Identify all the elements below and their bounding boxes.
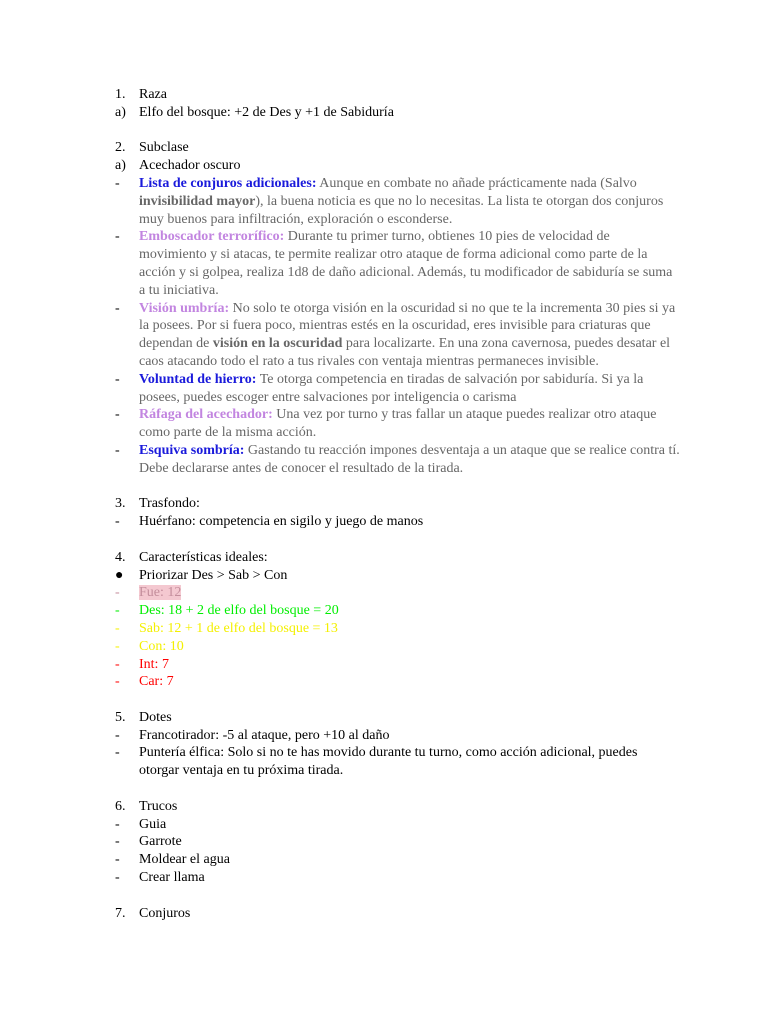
list-number: 5. — [115, 709, 126, 725]
feature-text: Aunque en combate no añade prácticamente nada (Salvo — [316, 175, 637, 191]
list-marker: - — [115, 407, 120, 423]
stat-text: Int: 7 — [139, 656, 169, 672]
stat-item-fue — [115, 584, 680, 602]
list-marker: - — [115, 638, 120, 654]
feature-name: Visión umbría: — [139, 300, 230, 316]
stat-text: Sab: 12 + 1 de elfo del bosque = 13 — [139, 620, 338, 636]
section-title: Conjuros — [139, 905, 191, 921]
list-item-text: Acechador oscuro — [139, 158, 241, 174]
list-item — [115, 727, 680, 745]
section-heading-caracteristicas — [115, 549, 680, 567]
feature-item — [115, 300, 680, 371]
list-item — [115, 567, 680, 585]
feature-name: Emboscador terrorífico: — [139, 229, 285, 245]
section-heading-subclase — [115, 139, 680, 157]
list-item-text: Francotirador: -5 al ataque, pero +10 al daño — [139, 727, 390, 743]
stat-item-car — [115, 673, 680, 691]
feature-text: Una vez por turno y tras fallar un ataque puedes realizar otro ataque como parte de la misma acción. — [139, 407, 657, 441]
bullet-icon: ● — [115, 567, 124, 583]
list-item-text: Moldear el agua — [139, 852, 230, 868]
stat-item-con — [115, 638, 680, 656]
stat-text: Con: 10 — [139, 638, 184, 654]
stat-text: Fue: 12 — [139, 585, 182, 601]
list-marker: - — [115, 674, 120, 690]
list-number: 1. — [115, 87, 126, 102]
list-marker: a) — [115, 104, 126, 120]
section-heading-conjuros — [115, 905, 680, 923]
list-item — [115, 744, 680, 780]
feature-bold-text: visión en la oscuridad — [212, 336, 343, 352]
stat-text: Des: 18 + 2 de elfo del bosque = 20 — [139, 603, 339, 619]
section-title: Trucos — [139, 798, 178, 814]
list-number: 6. — [115, 798, 126, 814]
list-number: 4. — [115, 549, 126, 565]
section-heading-trucos — [115, 798, 680, 816]
list-marker: - — [115, 514, 120, 530]
feature-text: No solo te otorga visión en la oscuridad si no que te la incrementa 30 pies si ya la posees. Por si fuera poco, mientras estés en la oscuridad, eres invisible para criaturas que dependan de — [139, 300, 676, 352]
feature-text: Gastando tu reacción impones desventaja a un ataque que se realice contra tí. Debe declararse antes de conocer el resultado de la tirada. — [139, 442, 680, 476]
list-item — [115, 851, 680, 869]
feature-bold-text: invisibilidad mayor — [139, 193, 256, 209]
list-item — [115, 157, 680, 175]
feature-item — [115, 228, 680, 299]
list-marker: - — [115, 745, 120, 761]
section-title: Características ideales: — [139, 549, 268, 565]
list-number: 7. — [115, 905, 126, 921]
list-item — [115, 816, 680, 834]
list-item-text: Guia — [139, 816, 167, 832]
list-item-text: Priorizar Des > Sab > Con — [139, 567, 288, 583]
list-number: 3. — [115, 496, 126, 512]
list-marker: - — [115, 852, 120, 868]
feature-name: Voluntad de hierro: — [139, 371, 257, 387]
section-title: Raza — [139, 87, 167, 102]
list-marker: - — [115, 656, 120, 672]
list-marker: - — [115, 727, 120, 743]
feature-name: Esquiva sombría: — [139, 442, 245, 458]
feature-name: Lista de conjuros adicionales: — [139, 175, 317, 191]
list-number: 2. — [115, 140, 126, 156]
list-marker: - — [115, 371, 120, 387]
feature-name: Ráfaga del acechador: — [139, 407, 273, 423]
list-item — [115, 869, 680, 887]
stat-item-sab — [115, 620, 680, 638]
feature-item — [115, 442, 680, 478]
list-marker: - — [115, 585, 120, 601]
list-marker: - — [115, 816, 120, 832]
list-item-text: Garrote — [139, 834, 182, 850]
document-body — [115, 86, 680, 922]
list-marker: - — [115, 175, 120, 191]
section-heading-trasfondo — [115, 495, 680, 513]
feature-text: ), la buena noticia es que no lo necesitas. La lista te otorgan dos conjuros muy buenos para infiltración, exploración o esconderse. — [139, 193, 664, 227]
stat-item-int — [115, 656, 680, 674]
feature-item — [115, 371, 680, 407]
list-marker: - — [115, 300, 120, 316]
list-marker: - — [115, 834, 120, 850]
feature-text: para localizarte. En una zona cavernosa, puedes desatar el caos atacando todo el rato a tus rivales con ventaja mientras permaneces invisible. — [139, 336, 671, 369]
list-item-text: Puntería élfica: Solo si no te has movido durante tu turno, como acción adicional, puedes otorgar ventaja en tu próxima tirada. — [139, 745, 638, 779]
list-marker: - — [115, 620, 120, 636]
stat-text: Car: 7 — [139, 674, 174, 690]
feature-text: Te otorga competencia en tiradas de salvación por sabiduría. Si ya la posees, puedes escoger entre salvaciones por inteligencia o carisma — [139, 371, 644, 405]
list-item — [115, 104, 680, 122]
list-item — [115, 513, 680, 531]
feature-item — [115, 175, 680, 228]
list-marker: - — [115, 603, 120, 619]
section-heading-dotes — [115, 709, 680, 727]
list-item-text: Huérfano: competencia en sigilo y juego de manos — [139, 514, 424, 530]
list-item-text: Elfo del bosque: +2 de Des y +1 de Sabiduría — [139, 104, 394, 120]
feature-item — [115, 406, 680, 442]
feature-text: Durante tu primer turno, obtienes 10 pies de velocidad de movimiento y si atacas, te permite realizar otro ataque de forma adicional como parte de la acción y si golpea, realiza 1d8 de daño adicional. Además, tu modificador de sabiduría se suma a tu iniciativa. — [139, 229, 673, 298]
section-title: Trasfondo: — [139, 496, 200, 512]
list-marker: a) — [115, 158, 126, 174]
stat-item-des — [115, 602, 680, 620]
list-marker: - — [115, 870, 120, 886]
list-item-text: Crear llama — [139, 870, 205, 886]
section-title: Subclase — [139, 140, 189, 156]
list-item — [115, 833, 680, 851]
list-marker: - — [115, 229, 120, 245]
section-heading-raza — [115, 86, 680, 104]
section-title: Dotes — [139, 709, 172, 725]
list-marker: - — [115, 442, 120, 458]
